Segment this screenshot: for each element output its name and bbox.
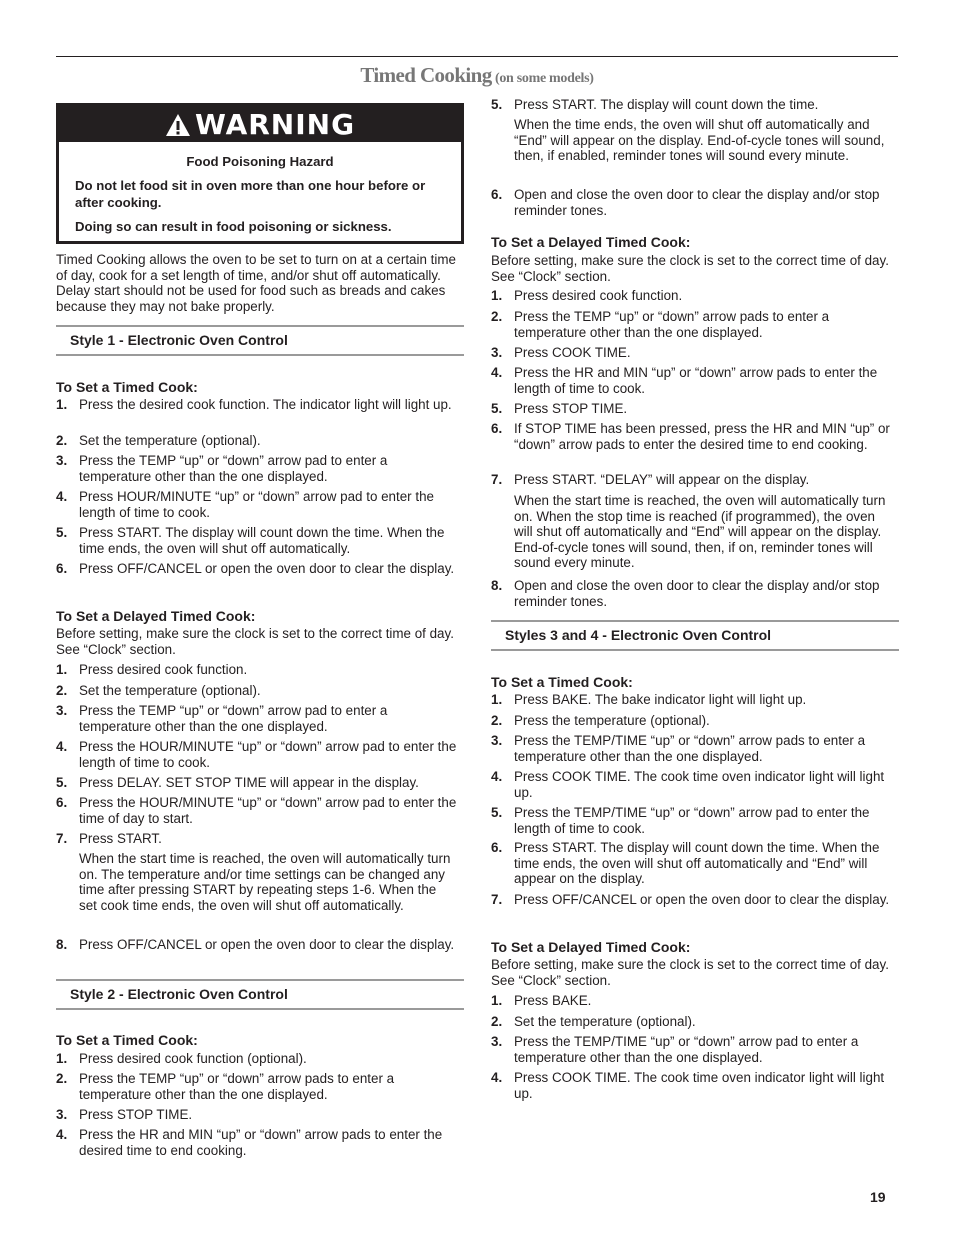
warning-box (56, 103, 464, 244)
list-item: 1. Press desired cook function. (491, 288, 683, 303)
warning-line-2: Doing so can result in food poisoning or sickness. (75, 219, 392, 234)
list-item: 6. Press OFF/CANCEL or open the oven door to clear the display. (56, 561, 455, 576)
list-item: 3. Press the TEMP “up” or “down” arrow pad to enter a temperature other than the one displayed. (56, 453, 388, 484)
list-item: 5. Press START. The display will count down the time. (491, 97, 819, 112)
section-style-3-4: Styles 3 and 4 - Electronic Oven Control (491, 620, 899, 651)
style34-delayed-heading: To Set a Delayed Timed Cook: (491, 939, 691, 955)
title-main: Timed Cooking (360, 63, 492, 87)
list-item: 6. If STOP TIME has been pressed, press the HR and MIN “up” or “down” arrow pads to enter the desired time to end cooking. (491, 421, 890, 452)
list-item: 7. Press START. (56, 831, 162, 846)
list-item: 1. Press desired cook function (optional). (56, 1051, 307, 1066)
style1-delayed-note: When the start time is reached, the oven will automatically turn on. The temperature and/or time settings can be changed any time after pressing START by repeating steps 1-6. When the set cook time ends, the oven will shut off automatically. (79, 851, 451, 913)
list-item: 1. Press BAKE. (491, 993, 592, 1008)
page-number: 19 (870, 1189, 886, 1205)
page-title (0, 63, 954, 87)
list-item: 4. Press COOK TIME. The cook time oven indicator light will light up. (491, 769, 885, 800)
list-item: 2. Press the temperature (optional). (491, 713, 710, 728)
style1-timed-heading: To Set a Timed Cook: (56, 379, 198, 395)
section-style-1: Style 1 - Electronic Oven Control (56, 325, 464, 356)
intro-paragraph: Timed Cooking allows the oven to be set to turn on at a certain time of day, cook for a set length of time, and/or shut off automatically. Delay start should not be used for food such as breads and cakes because they may not bake properly. (56, 252, 456, 314)
list-item: 2. Set the temperature (optional). (491, 1014, 696, 1029)
list-item: 5. Press the TEMP/TIME “up” or “down” arrow pad to enter the length of time to cook. (491, 805, 870, 836)
list-item: 1. Press the desired cook function. The indicator light will light up. (56, 397, 452, 412)
list-item: 2. Set the temperature (optional). (56, 433, 261, 448)
warning-hazard: Food Poisoning Hazard (186, 154, 334, 169)
list-item: 3. Press the TEMP/TIME “up” or “down” arrow pads to enter a temperature other than the one displayed. (491, 733, 866, 764)
section-style-2: Style 2 - Electronic Oven Control (56, 979, 464, 1010)
style2-delayed-intro: Before setting, make sure the clock is set to the correct time of day. See “Clock” section. (491, 253, 889, 284)
list-item: 2. Press the TEMP “up” or “down” arrow pads to enter a temperature other than the one displayed. (491, 309, 830, 340)
style2-timed-note: When the time ends, the oven will shut off automatically and “End” will appear on the display. End-of-cycle tones will sound, then, if enabled, reminder tones will sound every minute. (514, 117, 885, 164)
list-item: 5. Press STOP TIME. (491, 401, 628, 416)
list-item: 4. Press HOUR/MINUTE “up” or “down” arrow pad to enter the length of time to cook. (56, 489, 434, 520)
style1-delayed-intro: Before setting, make sure the clock is set to the correct time of day. See “Clock” section. (56, 626, 454, 657)
list-item: 4. Press the HOUR/MINUTE “up” or “down” arrow pad to enter the length of time to cook. (56, 739, 457, 770)
list-item: 3. Press COOK TIME. (491, 345, 631, 360)
list-item: 8. Open and close the oven door to clear the display and/or stop reminder tones. (491, 578, 880, 609)
title-sub: (on some models) (494, 71, 594, 86)
list-item: 6. Press START. The display will count down the time. When the time ends, the oven will shut off automatically and “End” will appear on the display. (491, 840, 880, 887)
list-item: 6. Open and close the oven door to clear the display and/or stop reminder tones. (491, 187, 880, 218)
style2-delayed-note: When the start time is reached, the oven will automatically turn on. When the stop time is reached (if programmed), the oven will shut off automatically and “End” will appear on the display. End-of-cycle tones will sound, then, if on, reminder tones will sound every minute. (514, 493, 886, 571)
list-item: 3. Press STOP TIME. (56, 1107, 193, 1122)
list-item: 1. Press BAKE. The bake indicator light will light up. (491, 692, 807, 707)
list-item: 5. Press START. The display will count down the time. When the time ends, the oven will shut off automatically. (56, 525, 445, 556)
list-item: 2. Press the TEMP “up” or “down” arrow pads to enter a temperature other than the one displayed. (56, 1071, 395, 1102)
list-item: 2. Set the temperature (optional). (56, 683, 261, 698)
style1-delayed-heading: To Set a Delayed Timed Cook: (56, 608, 256, 624)
warning-header (59, 106, 461, 142)
style34-timed-heading: To Set a Timed Cook: (491, 674, 633, 690)
warning-label: WARNING (194, 108, 356, 141)
list-item: 4. Press the HR and MIN “up” or “down” arrow pads to enter the desired time to end cooking. (56, 1127, 443, 1158)
list-item: 5. Press DELAY. SET STOP TIME will appear in the display. (56, 775, 419, 790)
list-item: 8. Press OFF/CANCEL or open the oven door to clear the display. (56, 937, 455, 952)
top-rule (56, 56, 898, 57)
list-item: 7. Press START. “DELAY” will appear on the display. (491, 472, 810, 487)
warning-line-1: Do not let food sit in oven more than one hour before or after cooking. (75, 178, 426, 210)
list-item: 3. Press the TEMP/TIME “up” or “down” arrow pad to enter a temperature other than the one displayed. (491, 1034, 859, 1065)
list-item: 4. Press COOK TIME. The cook time oven indicator light will light up. (491, 1070, 885, 1101)
style34-delayed-intro: Before setting, make sure the clock is set to the correct time of day. See “Clock” section. (491, 957, 889, 988)
list-item: 3. Press the TEMP “up” or “down” arrow pad to enter a temperature other than the one displayed. (56, 703, 388, 734)
warning-triangle-icon (165, 109, 191, 146)
list-item: 7. Press OFF/CANCEL or open the oven door to clear the display. (491, 892, 890, 907)
list-item: 1. Press desired cook function. (56, 662, 248, 677)
list-item: 4. Press the HR and MIN “up” or “down” arrow pads to enter the length of time to cook. (491, 365, 878, 396)
list-item: 6. Press the HOUR/MINUTE “up” or “down” arrow pad to enter the time of day to start. (56, 795, 457, 826)
style2-timed-heading: To Set a Timed Cook: (56, 1032, 198, 1048)
style2-delayed-heading: To Set a Delayed Timed Cook: (491, 234, 691, 250)
